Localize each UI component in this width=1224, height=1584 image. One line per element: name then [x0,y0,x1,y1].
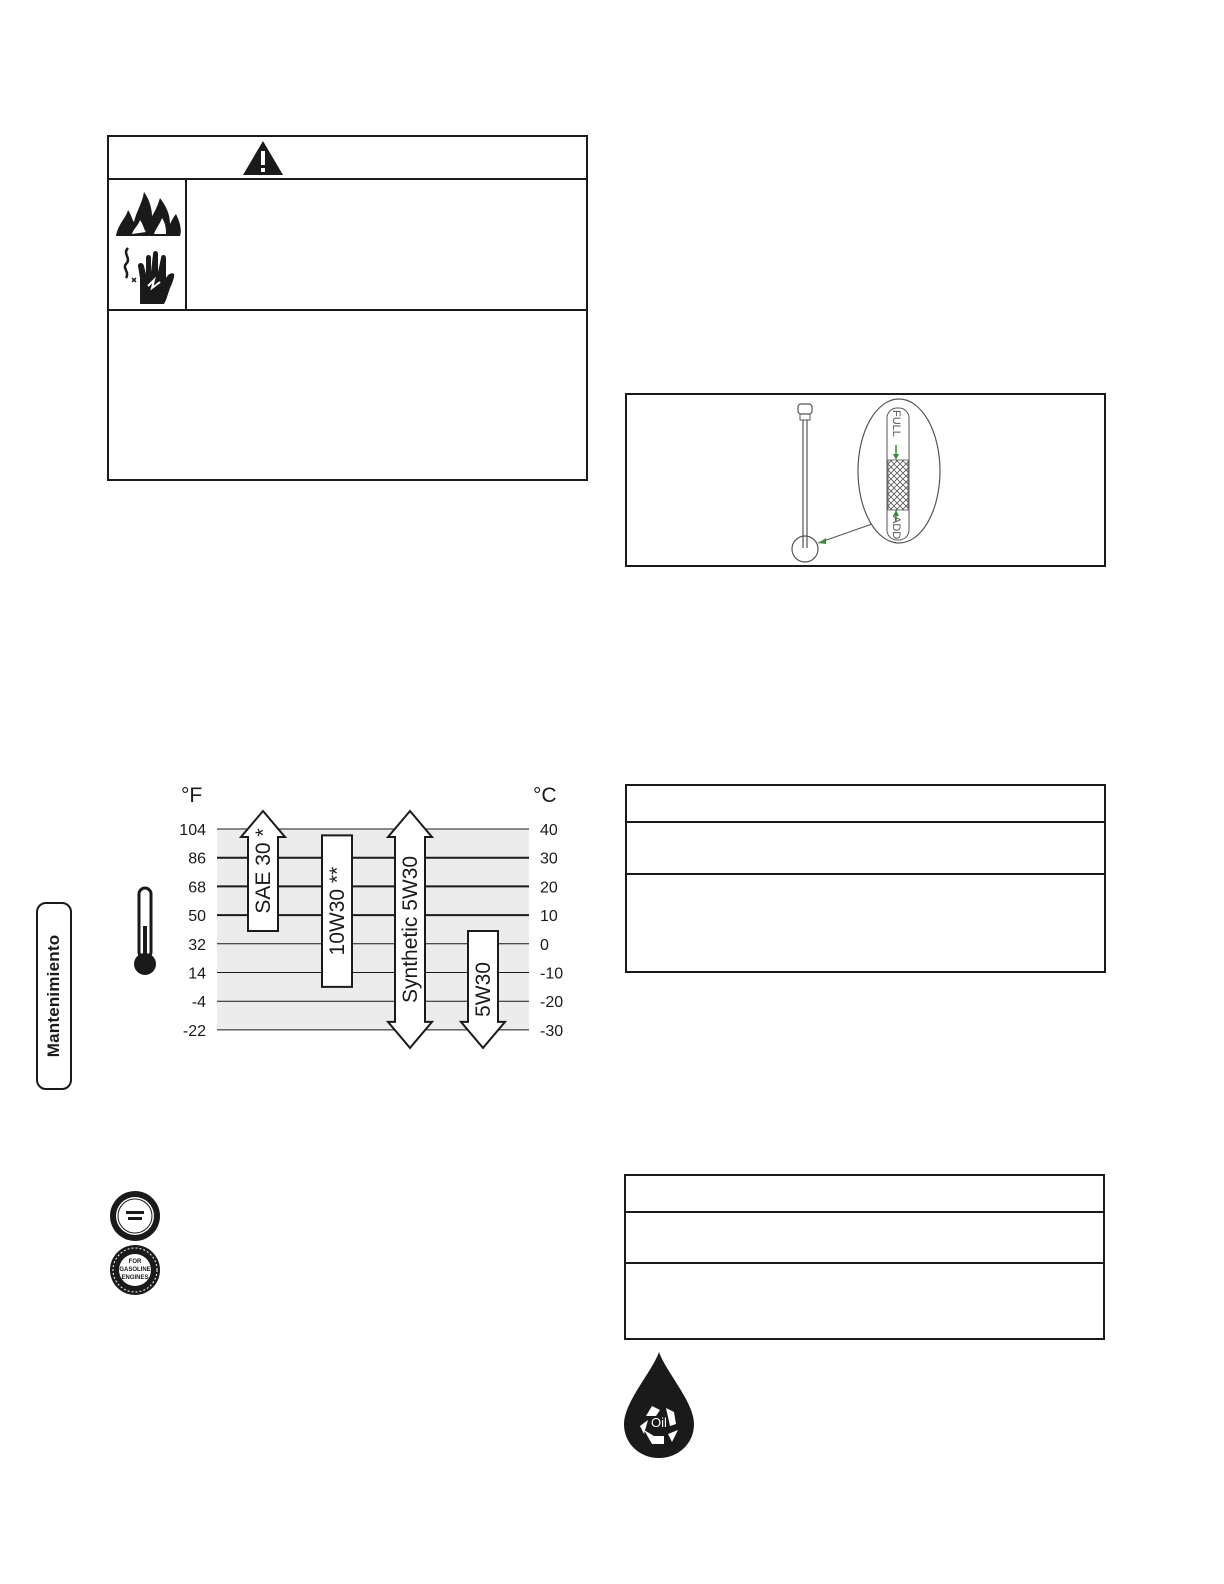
full-label: FULL [890,410,902,437]
series-label: Synthetic 5W30 [399,855,422,1003]
oil-recycle-icon [622,1350,696,1460]
tick-label-f: 32 [188,936,206,954]
tick-label-c: 30 [540,850,558,868]
warning-body-divider [107,309,588,311]
series-label: SAE 30 * [252,828,275,914]
tick-label-c: -20 [540,994,564,1012]
tick-label-f: 86 [188,850,206,868]
api-service-symbol-icon [108,1190,163,1242]
tick-label-f: -4 [191,994,206,1012]
seal-line-3: ENGINES [121,1275,149,1281]
info-table-1-row-divider [625,873,1106,875]
tick-label-c: 10 [540,908,558,926]
seal-line-2: GASOLINE [119,1267,151,1273]
warning-icon-divider [185,178,187,310]
fire-hazard-icon [112,184,184,238]
side-tab-label: Mantenimiento [44,934,63,1058]
api-certification-seal-icon [108,1244,163,1296]
tick-label-c: 0 [540,936,549,954]
hot-surface-hand-icon [118,244,180,306]
dipstick-diagram [780,398,950,564]
viscosity-chart [170,806,580,1056]
tick-label-c: 40 [540,822,558,839]
tick-label-c: -10 [540,965,564,983]
tick-label-f: 14 [188,965,206,983]
tick-label-f: -22 [182,1022,206,1040]
warning-header-divider [107,178,588,180]
series-label: 10W30 ** [326,866,349,956]
info-table-1 [625,784,1106,973]
section-side-tab [36,902,72,1090]
tick-label-c: -30 [540,1022,564,1040]
info-table-2-row-divider [624,1262,1105,1264]
info-table-2-row-divider [624,1211,1105,1213]
oil-badge-label: Oil [651,1415,667,1430]
info-table-1-row-divider [625,821,1106,823]
warning-triangle-icon [242,140,284,176]
unit-fahrenheit: °F [181,784,203,807]
tick-label-c: 20 [540,879,558,897]
seal-line-1: FOR [128,1259,142,1265]
series-label: 5W30 [472,962,495,1017]
thermometer-icon [131,886,159,978]
unit-celsius: °C [533,784,557,807]
info-table-2 [624,1174,1105,1340]
tick-label-f: 50 [188,908,206,926]
tick-label-f: 104 [179,822,206,839]
add-label: ADD [890,516,902,540]
tick-label-f: 68 [188,879,206,897]
